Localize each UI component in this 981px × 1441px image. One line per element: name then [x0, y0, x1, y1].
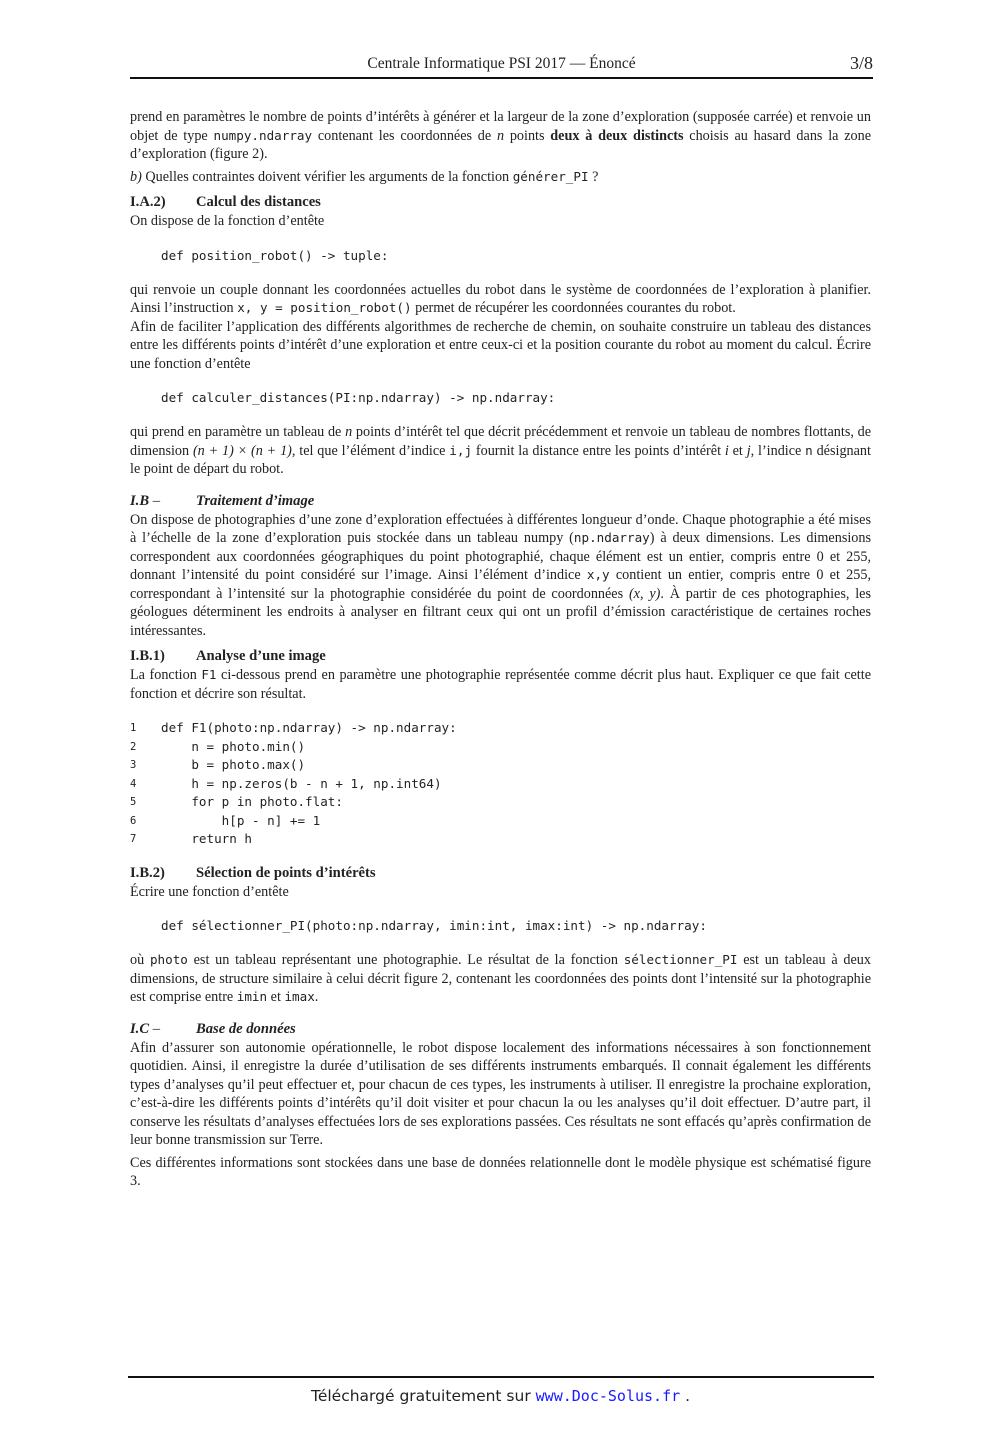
- code-block: def sélectionner_PI(photo:np.ndarray, imin:int, imax:int) -> np.ndarray:: [161, 918, 707, 933]
- text: qui prend en paramètre un tableau de: [130, 424, 346, 440]
- math-var: i: [724, 442, 729, 459]
- text: et: [728, 442, 747, 459]
- code-line: [130, 793, 871, 812]
- section-title: Sélection de points d’intérêts: [196, 864, 376, 881]
- question-label: b): [130, 168, 142, 185]
- inline-code: sélectionner_PI: [623, 952, 738, 967]
- text: points d’intérêt tel que décrit précédemment et renvoie un tableau de nombres flottants, de dimension: [130, 424, 871, 459]
- inline-code: x, y = position_robot(): [237, 300, 412, 315]
- line-code: n = photo.min(): [161, 738, 306, 754]
- text: ci-dessous prend en paramètre une photographie représentée comme décrit plus haut. Expliquer ce que fait cette fonction et décrire son résultat.: [130, 667, 871, 702]
- paragraph: [130, 951, 871, 1007]
- paragraph: Afin d’assurer son autonomie opérationnelle, le robot dispose localement des informations nécessaires à son fonctionnement quotidien. Ainsi, il enregistre la durée d’utilisation de ses différents instruments embarqués. Il connait également les différents types d’analyses qu’il peut effectuer et, pour chacun de ces types, les instruments à utiliser. Il enregistre la prochaine exploration, c’est-à-dire les différents points d’intérêts qu’il doit visiter et pour chacun la ou les analyses qu’il doit effectuer. D’autre part, il conserve les résultats d’analyses effectuées lors de ses explorations passées. Ces résultats ne sont effacés qu’après confirmation de leur bonne transmission sur Terre.: [130, 1039, 871, 1148]
- line-code: return h: [161, 831, 252, 846]
- line-number: 1: [130, 722, 137, 734]
- question-b: [130, 168, 871, 187]
- header-rule: [130, 77, 873, 79]
- page-content: [130, 108, 871, 1191]
- text: points: [504, 127, 551, 144]
- math-var: n: [345, 424, 353, 440]
- inline-code: np.ndarray: [573, 530, 650, 545]
- line-number: 6: [130, 814, 137, 827]
- line-number: 5: [130, 796, 137, 808]
- section-number: I.B: [130, 492, 150, 509]
- doc-solus-link[interactable]: www.Doc-Solus.fr: [535, 1387, 681, 1405]
- math-var: j: [746, 442, 751, 459]
- section-title: Traitement d’image: [196, 492, 315, 509]
- code-block: def position_robot() -> tuple:: [161, 247, 389, 263]
- paragraph: On dispose de la fonction d’entête: [130, 213, 325, 229]
- text: La fonction: [130, 667, 202, 683]
- line-number: 7: [130, 833, 137, 845]
- paragraph: [130, 281, 871, 318]
- footer-text: Téléchargé gratuitement sur: [310, 1387, 536, 1405]
- page-footer: [0, 1387, 981, 1405]
- section-number: I.B.1): [130, 648, 165, 664]
- code-listing: [130, 719, 871, 849]
- paragraph: Afin de faciliter l’application des différents algorithmes de recherche de chemin, on souhaite construire un tableau des distances entre les différents points d’intérêt d’une exploration et entre ceux-ci et la position courante du robot au moment du calcul. Écrire une fonction d’entête: [130, 318, 871, 372]
- inline-code: imax: [284, 989, 315, 1004]
- text: ?: [588, 168, 599, 185]
- text: qui renvoie un couple donnant les coordonnées actuelles du robot dans le système de coordonnées de l’exploration à planifier. Ainsi l’instruction: [130, 281, 871, 316]
- code-line: [130, 775, 871, 794]
- math-var: n: [496, 127, 505, 144]
- code-line: [130, 812, 871, 831]
- dash: –: [152, 492, 161, 509]
- section-number: I.B.2): [130, 864, 165, 881]
- footer-rule: [128, 1376, 874, 1378]
- footer-text-end: .: [680, 1387, 690, 1405]
- text: Quelles contraintes doivent vérifier les arguments de la fonction: [141, 168, 513, 185]
- inline-code: F1: [201, 667, 217, 682]
- text: permet de récupérer les coordonnées courantes du robot.: [411, 300, 736, 316]
- section-heading-ib1: [130, 646, 871, 666]
- text: est un tableau représentant une photographie. Le résultat de la fonction: [187, 952, 624, 968]
- code-line: [130, 719, 871, 738]
- paragraph: Écrire une fonction d’entête: [130, 883, 289, 900]
- inline-code: photo: [149, 952, 188, 967]
- dash: –: [152, 1020, 161, 1037]
- line-code: b = photo.max(): [161, 757, 306, 772]
- inline-code: x,y: [586, 567, 610, 582]
- text: est un tableau à deux dimensions, de structure similaire à celui décrit figure 2, contenant les coordonnées des points dont l’intensité sur la photographie est comprise entre: [130, 952, 871, 1005]
- line-number: 2: [130, 740, 137, 753]
- text: contenant les coordonnées de: [312, 127, 497, 144]
- text: fournit la distance entre les points d’intérêt: [472, 442, 725, 459]
- math-expr: (n + 1) × (n + 1): [192, 442, 292, 459]
- section-number: I.A.2): [130, 194, 166, 210]
- inline-code: imin: [236, 989, 268, 1004]
- section-title: Analyse d’une image: [196, 648, 326, 664]
- inline-code: numpy.ndarray: [213, 127, 313, 143]
- section-title: Base de données: [196, 1020, 296, 1037]
- code-line: [130, 830, 871, 849]
- text: . À partir de ces photographies, les géologues déterminent les endroits à analyser en filtrant ceux qui ont un profil d’émission caractéristique de certaines roches intéressantes.: [130, 585, 872, 639]
- code-line: [130, 756, 871, 775]
- line-number: 3: [130, 759, 137, 771]
- intro-paragraph: [130, 108, 871, 164]
- inline-code: n: [805, 442, 813, 458]
- line-code: h[p - n] += 1: [161, 812, 321, 828]
- line-number: 4: [130, 777, 137, 790]
- paragraph: Ces différentes informations sont stockées dans une base de données relationnelle dont le modèle physique est schématisé figure 3.: [130, 1154, 871, 1189]
- inline-code: générer_PI: [512, 168, 589, 184]
- header-title: Centrale Informatique PSI 2017 — Énoncé: [367, 55, 636, 72]
- text: et: [267, 989, 285, 1005]
- line-code: for p in photo.flat:: [161, 794, 343, 809]
- page-number: 3/8: [849, 53, 873, 73]
- line-code: h = np.zeros(b - n + 1, np.int64): [161, 775, 442, 791]
- paragraph: [130, 666, 871, 703]
- section-title: Calcul des distances: [196, 194, 321, 210]
- text: choisis au hasard dans la zone d’exploration (figure 2).: [130, 127, 872, 162]
- section-number: I.C: [130, 1020, 150, 1037]
- text: , tel que l’élément d’indice: [291, 442, 450, 459]
- section-heading-ib2: [130, 863, 871, 883]
- text: désignant le point de départ du robot.: [130, 442, 871, 477]
- code-line: [130, 738, 871, 757]
- code-block: def calculer_distances(PI:np.ndarray) -> np.ndarray:: [161, 390, 556, 405]
- bold-text: deux à deux distincts: [550, 127, 684, 144]
- text: où: [130, 952, 150, 968]
- text: .: [314, 989, 319, 1005]
- paragraph: [130, 511, 871, 641]
- text: contient un entier, compris entre 0 et 255, correspondant à l’intensité sur la photographie considérée du point de coordonnées: [130, 567, 871, 602]
- text: prend en paramètres le nombre de points d’intérêts à générer et la largeur de la zone d’exploration (supposée carrée) et renvoie un objet de type: [130, 109, 871, 144]
- text: , l’indice: [750, 442, 806, 459]
- paragraph: [130, 423, 871, 479]
- text: On dispose de photographies d’une zone d’exploration effectuées à différentes longueur d’onde. Chaque photographie a été mises à l’échelle de la zone d’exploration puis stockée dans un tableau numpy (: [130, 511, 871, 546]
- section-heading-ib: [130, 491, 871, 511]
- line-code: def F1(photo:np.ndarray) -> np.ndarray:: [161, 720, 457, 735]
- inline-code: i,j: [449, 442, 473, 458]
- math-expr: (x, y): [628, 585, 661, 602]
- text: ) à deux dimensions. Les dimensions correspondent aux coordonnées géographiques du point photographié, chaque élément est un entier, compris entre 0 et 255, donnant l’intensité du point considéré sur l’image. Ainsi l’élément d’indice: [130, 530, 871, 583]
- section-heading-ic: [130, 1019, 871, 1039]
- section-heading-ia2: [130, 192, 871, 212]
